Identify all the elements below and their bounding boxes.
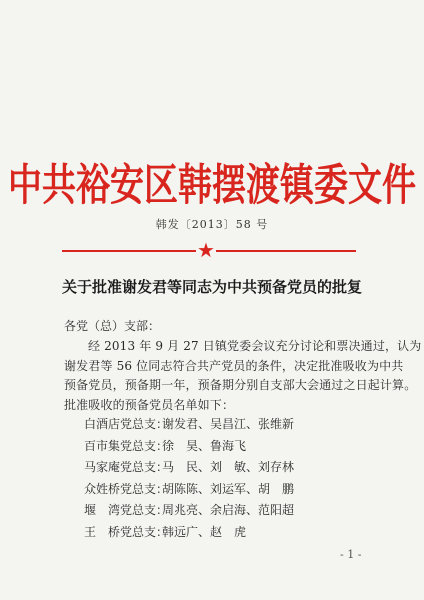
list-item	[84, 457, 294, 479]
branch-name: 王 桥党总支：	[84, 524, 169, 539]
red-divider-left	[62, 250, 196, 252]
body-line: 预备党员，预备期一年，预备期分别自支部大会通过之日起计算。	[64, 378, 417, 392]
branch-members: 韩远广、赵 虎	[162, 524, 247, 539]
list-item	[84, 500, 294, 522]
branch-members: 马 民、刘 敏、刘存林	[162, 460, 295, 474]
list-item	[84, 479, 294, 501]
list-item	[84, 522, 294, 544]
salutation: 各党（总）支部：	[64, 319, 161, 333]
body-paragraph	[64, 337, 422, 415]
red-divider-right	[216, 250, 356, 252]
branch-name: 堰 湾党总支：	[84, 503, 169, 517]
branch-members: 谢发君、吴昌江、张维新	[162, 417, 295, 431]
document-number: 韩发〔2013〕58 号	[155, 218, 269, 231]
list-item	[84, 414, 294, 436]
member-list	[84, 414, 294, 543]
branch-name: 白酒店党总支：	[84, 417, 169, 431]
list-item	[84, 436, 294, 458]
document-title: 关于批准谢发君等同志为中共预备党员的批复	[61, 278, 362, 296]
branch-members: 徐 昊、鲁海飞	[162, 438, 247, 453]
branch-name: 百市集党总支：	[84, 438, 169, 453]
document-header-title: 中共裕安区韩摆渡镇委文件	[8, 160, 416, 212]
branch-members: 周兆亮、余启海、范阳超	[162, 503, 295, 517]
body-line: 经 2013 年 9 月 27 日镇党委会议充分讨论和票决通过，认为	[88, 339, 422, 353]
page-number: - 1 -	[340, 548, 362, 561]
body-line: 批准吸收的预备党员名单如下：	[64, 397, 235, 412]
star-icon: ★	[197, 238, 215, 262]
branch-members: 胡陈陈、刘运军、胡 鹏	[162, 481, 295, 496]
body-line: 谢发君等 56 位同志符合共产党员的条件，决定批准吸收为中共	[64, 358, 404, 373]
branch-name: 众姓桥党总支：	[84, 481, 169, 496]
branch-name: 马家庵党总支：	[84, 460, 169, 474]
